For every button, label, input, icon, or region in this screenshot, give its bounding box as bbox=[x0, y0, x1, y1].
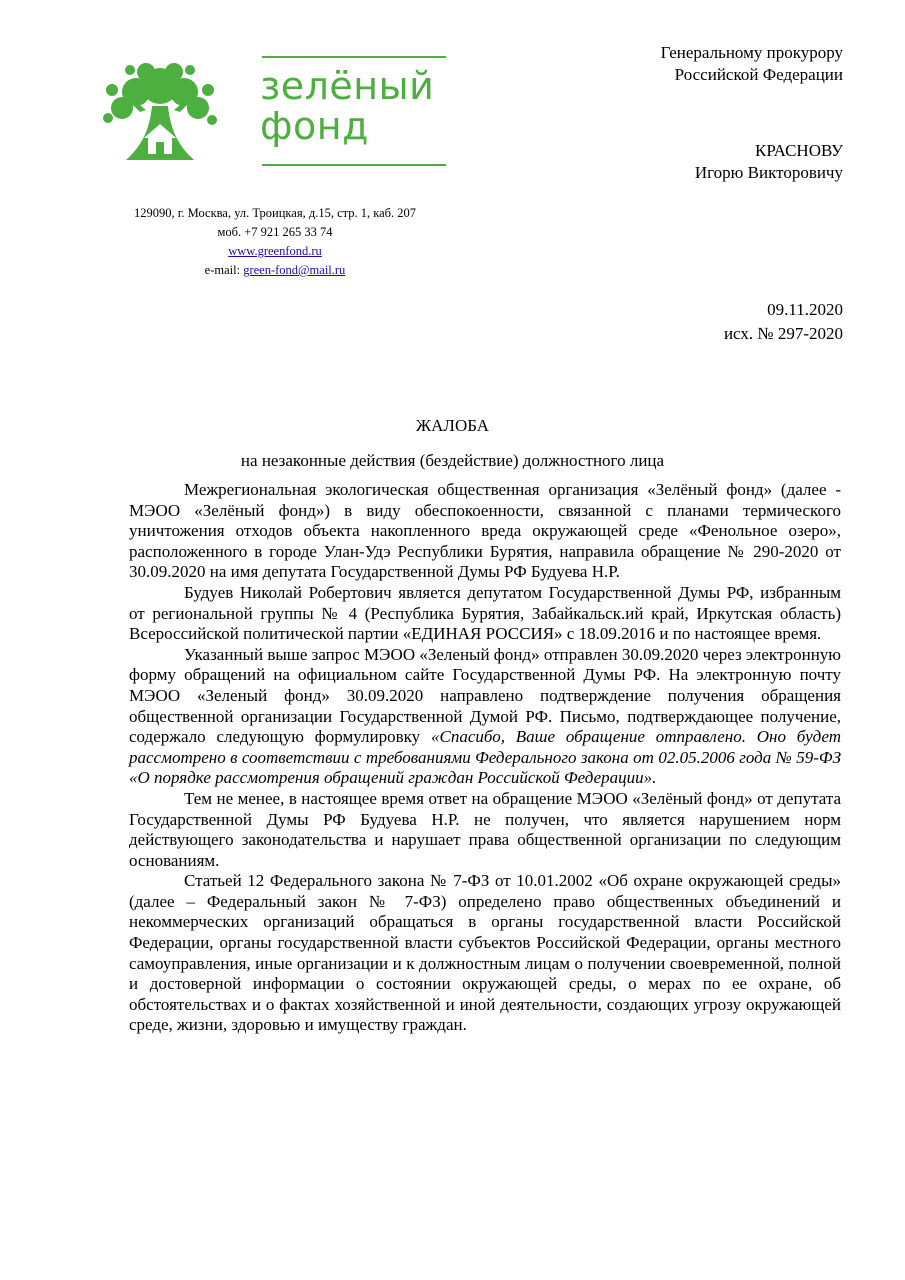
paragraph-3-text: Указанный выше запрос МЭОО «Зеленый фонд» отправлен 30.09.2020 через электронную форму обращений на официальном сайте Государственной Думы РФ. На электронную почту МЭОО «Зеленый фонд» 30.09.2020 направлено подтверждение получения обращения общественной организации Государственной Думой РФ. Письмо, подтверждающее получение, содержало следующую формулировку bbox=[129, 644, 841, 747]
contact-block bbox=[100, 204, 450, 280]
phone: моб. +7 921 265 33 74 bbox=[217, 225, 333, 239]
logo-top-line bbox=[262, 56, 446, 58]
addressee-line-4: Игорю Викторовичу bbox=[694, 163, 843, 182]
addressee-line-1: Генеральному прокурору bbox=[660, 43, 843, 62]
date-block bbox=[724, 298, 843, 346]
tree-house-icon bbox=[100, 56, 220, 166]
email-label: e-mail: bbox=[204, 263, 244, 277]
email-row bbox=[100, 261, 450, 280]
document-body bbox=[129, 480, 841, 1036]
logo-line-1: зелёный bbox=[260, 64, 435, 108]
address: 129090, г. Москва, ул. Троицкая, д.15, стр. 1, каб. 207 bbox=[133, 206, 417, 220]
paragraph-1: Межрегиональная экологическая общественная организация «Зелёный фонд» (далее - МЭОО «Зелёный фонд») в виду обеспокоенности, связанной с планами термического уничтожения отходов объекта накопленного вреда окружающей среде «Фенольное озеро», расположенного в городе Улан-Удэ Республики Бурятия, направила обращение № 290-2020 от 30.09.2020 на имя депутата Государственной Думы РФ Будуева Н.Р. bbox=[129, 480, 841, 582]
paragraph-4: Тем не менее, в настоящее время ответ на обращение МЭОО «Зелёный фонд» от депутата Государственной Думы РФ Будуева Н.Р. не получен, что является нарушением норм действующего законодательства и нарушает права общественной организации по следующим основаниям. bbox=[129, 788, 841, 870]
logo-line-2: фонд bbox=[260, 104, 369, 148]
document-ref: исх. № 297-2020 bbox=[723, 324, 843, 343]
document-date: 09.11.2020 bbox=[767, 300, 843, 319]
paragraph-3 bbox=[129, 645, 841, 789]
addressee-line-2: Российской Федерации bbox=[674, 65, 843, 84]
website-link[interactable]: www.greenfond.ru bbox=[228, 244, 322, 258]
paragraph-3-quote: «Спасибо, Ваше обращение отправлено. Оно будет рассмотрено в соответствии с требованиями Федерального закона от 02.05.2006 года № 59-ФЗ «О порядке рассмотрения обращений граждан Российской Федерации». bbox=[129, 727, 841, 788]
addressee-line-3: КРАСНОВУ bbox=[755, 141, 843, 160]
logo-text bbox=[260, 66, 434, 146]
logo-bottom-line bbox=[262, 164, 446, 166]
document-subtitle: на незаконные действия (бездействие) должностного лица bbox=[240, 451, 665, 470]
addressee-block bbox=[661, 42, 843, 184]
organization-logo bbox=[100, 56, 450, 171]
paragraph-5: Статьей 12 Федерального закона № 7-ФЗ от 10.01.2002 «Об охране окружающей среды» (далее – Федеральный закон № 7-ФЗ) определено право общественных объединений и некоммерческих организаций обращаться в органы государственной власти Российской Федерации, органы государственной власти субъектов Российской Федерации, органы местного самоуправления, иные организации и к должностным лицам о получении своевременной, полной и достоверной информации о состоянии окружающей среды, о мерах по ее охране, об обстоятельствах и о фактах хозяйственной и иной деятельности, создающих угрозу окружающей среде, жизни, здоровью и имуществу граждан. bbox=[129, 871, 841, 1035]
email-link[interactable]: green-fond@mail.ru bbox=[243, 263, 346, 277]
paragraph-2: Будуев Николай Робертович является депутатом Государственной Думы РФ, избранным от региональной группы № 4 (Республика Бурятия, Забайкальск.ий край, Иркутская область) Всероссийской политической партии «ЕДИНАЯ РОССИЯ» с 18.09.2016 и по настоящее время. bbox=[129, 582, 841, 644]
document-title: ЖАЛОБА bbox=[415, 416, 490, 435]
